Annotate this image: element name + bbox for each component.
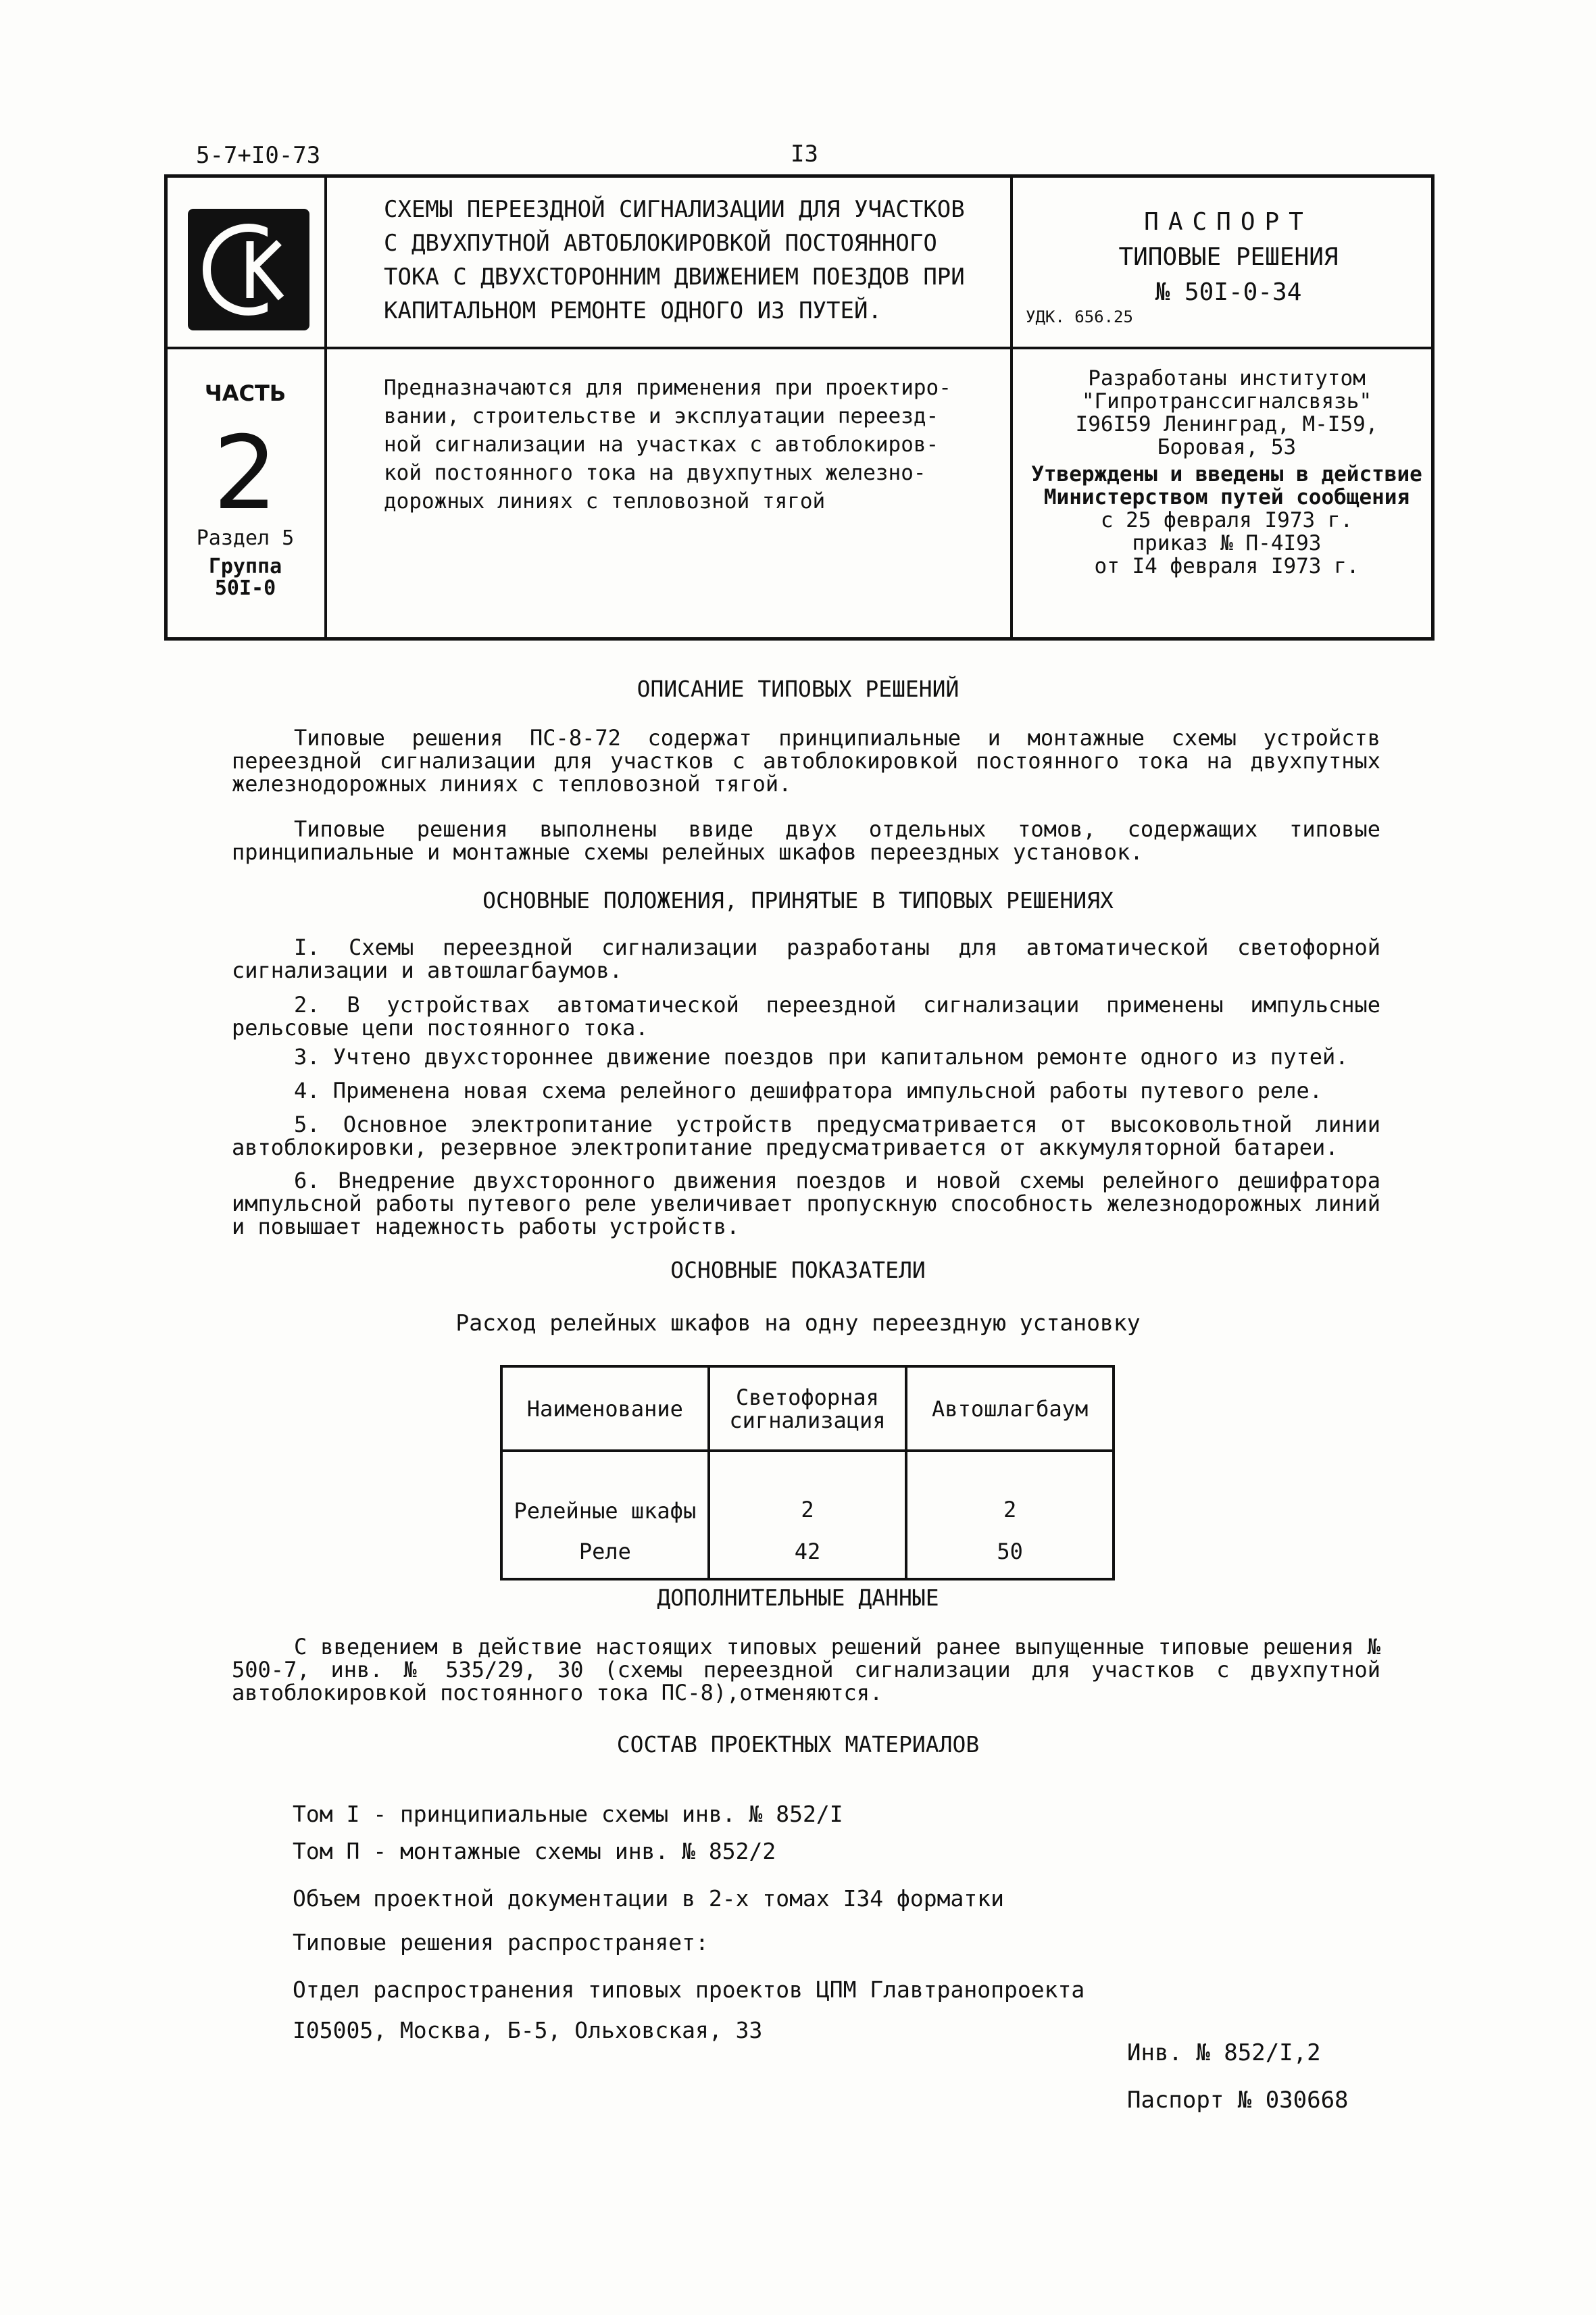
developer-block: Разработаны институтом "Гипротранссигналсвязь" I96I59 Ленинград, М-I59, Боровая, 53 Утверждены и введены в действие Министерством путей сообщения с 25 февраля I973 г. приказ № П-4I93 от I4 февраля I973 г. xyxy=(1031,366,1422,578)
document-code: 5-7+I0-73 xyxy=(196,142,321,169)
description-paragraph-1: Типовые решения ПС-8-72 содержат принципиальные и монтажные схемы устройств переездной сигнализации для участков с автоблокировкой постоянного тока на двухпутных железнодорожных линиях с тепловозной тягой. xyxy=(232,725,1380,797)
table-cell: Релейные шкафы xyxy=(501,1451,709,1525)
principle-item-5: 5. Основное электропитание устройств предусматривается от высоковольтной линии автоблокировки, резервное электропитание предусматривается от аккумуляторной батареи. xyxy=(232,1112,1380,1160)
table-row xyxy=(501,1451,1114,1525)
passport-number: Паспорт № 030668 xyxy=(1127,2087,1349,2114)
principle-item-4: 4. Применена новая схема релейного дешифратора импульсной работы путевого реле. xyxy=(294,1078,1322,1103)
passport-block: ПАСПОРТ ТИПОВЫЕ РЕШЕНИЯ № 50I-0-34 xyxy=(1118,208,1339,306)
description-paragraph-2: Типовые решения выполнены ввиде двух отдельных томов, содержащих типовые принципиальные и монтажные схемы релейных шкафов переездных установок. xyxy=(232,816,1380,865)
ck-logo xyxy=(188,209,309,330)
distributor-label: Типовые решения распространяет: xyxy=(293,1929,709,1956)
udk-code: УДК. 656.25 xyxy=(1026,307,1133,326)
heading-additional: ДОПОЛНИТЕЛЬНЫЕ ДАННЫЕ xyxy=(657,1585,939,1611)
heading-principles: ОСНОВНЫЕ ПОЛОЖЕНИЯ, ПРИНЯТЫЕ В ТИПОВЫХ РЕШЕНИЯХ xyxy=(482,887,1114,914)
table-caption: Расход релейных шкафов на одну переездную установку xyxy=(455,1310,1141,1336)
table-header: Наименование xyxy=(501,1366,709,1451)
table-header: Автошлагбаум xyxy=(906,1366,1114,1451)
principle-item-3: 3. Учтено двухстороннее движение поездов при капитальном ремонте одного из путей. xyxy=(294,1044,1349,1070)
heading-indicators: ОСНОВНЫЕ ПОКАЗАТЕЛИ xyxy=(670,1257,926,1283)
table-cell: Реле xyxy=(501,1525,709,1579)
heading-description: ОПИСАНИЕ ТИПОВЫХ РЕШЕНИЙ xyxy=(637,676,959,702)
document-title: СХЕМЫ ПЕРЕЕЗДНОЙ СИГНАЛИЗАЦИИ ДЛЯ УЧАСТКОВ С ДВУХПУТНОЙ АВТОБЛОКИРОВКОЙ ПОСТОЯННОГО ТОКА С ДВУХСТОРОННИМ ДВИЖЕНИЕМ ПОЕЗДОВ ПРИ КАПИТАЛЬНОМ РЕМОНТЕ ОДНОГО ИЗ ПУТЕЙ. xyxy=(384,196,965,324)
table-cell: 2 xyxy=(709,1451,907,1525)
additional-paragraph: С введением в действие настоящих типовых решений ранее выпущенные типовые решения № 500-7, инв. № 535/29, 30 (схемы переездной сигнализации для участков с двухпутной автоблокировкой постоянного тока ПС-8),отменяются. xyxy=(232,1634,1380,1706)
principle-item-6: 6. Внедрение двухсторонного движения поездов и новой схемы релейного дешифратора импульсной работы путевого реле увеличивает пропускную способность железнодорожных линий и повышает надежность работы устройств. xyxy=(232,1168,1380,1239)
volume-2: Том П - монтажные схемы инв. № 852/2 xyxy=(293,1838,776,1864)
distributor-address: I05005, Москва, Б-5, Ольховская, 33 xyxy=(293,2017,763,2043)
header-table xyxy=(164,174,1435,641)
purpose-text: Предназначаются для применения при проектиро- вании, строительстве и эксплуатации переезд- ной сигнализации на участках с автоблокиров- кой постоянного тока на двухпутных железно- дорожных линиях с тепловозной тягой xyxy=(384,376,951,514)
table-cell: 2 xyxy=(906,1451,1114,1525)
part-block: ЧАСТЬ 2 Раздел 5 Группа 50I-0 xyxy=(196,380,295,600)
table-row xyxy=(501,1525,1114,1579)
table-header: Светофорная сигнализация xyxy=(709,1366,907,1451)
principle-item-2: 2. В устройствах автоматической переездной сигнализации применены импульсные рельсовые цепи постоянного тока. xyxy=(232,992,1380,1041)
inventory-number: Инв. № 852/I,2 xyxy=(1127,2039,1321,2066)
distributor-org: Отдел распространения типовых проектов ЦПМ Главтранопроекта xyxy=(293,1976,1085,2003)
principle-item-1: I. Схемы переездной сигнализации разработаны для автоматической светофорной сигнализации и автошлагбаумов. xyxy=(232,935,1380,983)
table-cell: 50 xyxy=(906,1525,1114,1579)
relay-cabinets-table xyxy=(500,1365,1115,1580)
documentation-volume: Объем проектной документации в 2-х томах I34 форматки xyxy=(293,1885,1004,1912)
heading-materials: СОСТАВ ПРОЕКТНЫХ МАТЕРИАЛОВ xyxy=(616,1731,980,1758)
volume-1: Том I - принципиальные схемы инв. № 852/I xyxy=(293,1801,843,1827)
page-number: I3 xyxy=(791,141,818,168)
table-cell: 42 xyxy=(709,1525,907,1579)
